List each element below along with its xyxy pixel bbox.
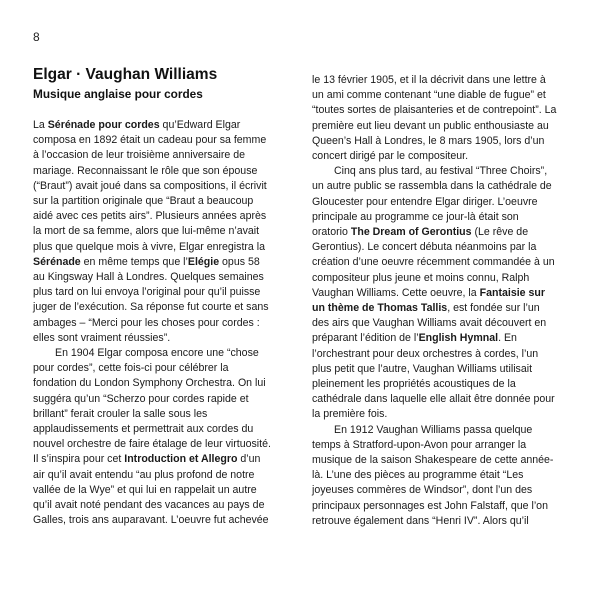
bold-title: English Hymnal — [418, 332, 499, 345]
text-run: La — [33, 119, 48, 131]
text-run: Cinq ans plus tard, au festival “Three Choirs”, un autre public se rassembla dans la cathédrale de Gloucester pour entendre Elgar diriger. L’oeuvre principale au programme ce jour-là était son oratorio — [312, 165, 552, 239]
paragraph — [312, 164, 557, 422]
text-run: d’un air qu’il avait entendu “au plus profond de notre vallée de la Wye” et qui lui en rappelait un autre qu’il avait noté pendant des vacances au pays de Galles, trois ans auparavant. L’oeuvre fut achevée — [33, 453, 269, 527]
paragraph — [33, 346, 273, 528]
paragraph — [312, 73, 557, 164]
text-run: le 13 février 1905, et il la décrivit dans une lettre à un ami comme contenant “une diable de fugue” et “toutes sortes de plaisanteries et de contrepoint”. La première eut lieu devant un public enthousiaste au Queen’s Hall à Londres, le 8 mars 1905, lors d’un concert dirigé par le compositeur. — [312, 74, 557, 163]
text-run: En 1912 Vaughan Williams passa quelque temps à Stratford-upon-Avon pour arranger la musique de la saison Shakespeare de cette année-là. L’une des pièces au programme était “Les joyeuses commères de Windsor”, dont l’un des principaux personnages est John Falstaff, que l’on retrouve également dans “Henri IV”. Alors qu’il — [312, 423, 554, 527]
bold-title: The Dream of Gerontius — [350, 226, 472, 239]
page-subtitle: Musique anglaise pour cordes — [33, 87, 203, 101]
text-run: (Le rêve de Gerontius). Le concert débuta néanmoins par la création d’une oeuvre récemment commandée à un compositeur plus jeune et moins connu, Ralph Vaughan Williams. Cette oeuvre, la — [312, 226, 555, 299]
page-number: 8 — [33, 30, 40, 44]
text-run: qu’Edward Elgar composa en 1892 était un cadeau pour sa femme à l’occasion de leur troisième anniversaire de mariage. Reconnaissant le rôle que son épouse (“Braut”) avait joué dans sa compositions, il écrivit sur la partition originale que “Braut a beaucoup aidé avec ces petits airs”. Plusieurs années après la mort de sa femme, alors que lui-même n’avait plus que quelque mois à vivre, Elgar enregistra la — [33, 119, 267, 253]
bold-title: Fantaisie sur un thème de Thomas Tallis — [312, 286, 545, 315]
bold-title: Elégie — [187, 255, 220, 268]
text-run: , est fondée sur l’un des airs que Vaughan Williams avait découvert en préparant l’édition de l’ — [312, 302, 547, 345]
bold-title: Introduction et Allegro — [124, 453, 238, 466]
bold-title: Sérénade pour cordes — [47, 119, 160, 131]
bold-title: Sérénade — [33, 255, 81, 268]
left-column — [33, 66, 273, 528]
right-column — [312, 73, 557, 529]
page-title: Elgar · Vaughan Williams — [33, 66, 218, 83]
text-run: En 1904 Elgar composa encore une “chose pour cordes”, cette fois-ci pour célébrer la fondation du London Symphony Orchestra. On lui suggéra qu’un “Scherzo pour cordes rapide et brillant” ferait crouler la salle sous les applaudissements et permettrait aux cordes du nouvel orchestre de faire étalage de leur virtuosité. Il s’inspira pour cet — [33, 347, 271, 466]
paragraph — [312, 423, 557, 529]
text-run: en même temps que l’ — [80, 255, 188, 268]
paragraph — [33, 118, 273, 346]
text-run: opus 58 au Kingsway Hall à Londres. Quelques semaines plus tard on lui envoya l’original pour qu’il puisse juger de l’exécution. Sa réponse fut courte et sans ambages – “Merci pour les choses pour cordes : elles sont vraiment réussies”. — [33, 255, 269, 344]
text-run: . En l’orchestrant pour deux orchestres à cordes, l’un plus petit que l’autre, Vaughan Williams utilisait pleinement les propriétés acoustiques de la cathédrale dans laquelle elle allait être donnée pour la première fois. — [312, 332, 555, 421]
